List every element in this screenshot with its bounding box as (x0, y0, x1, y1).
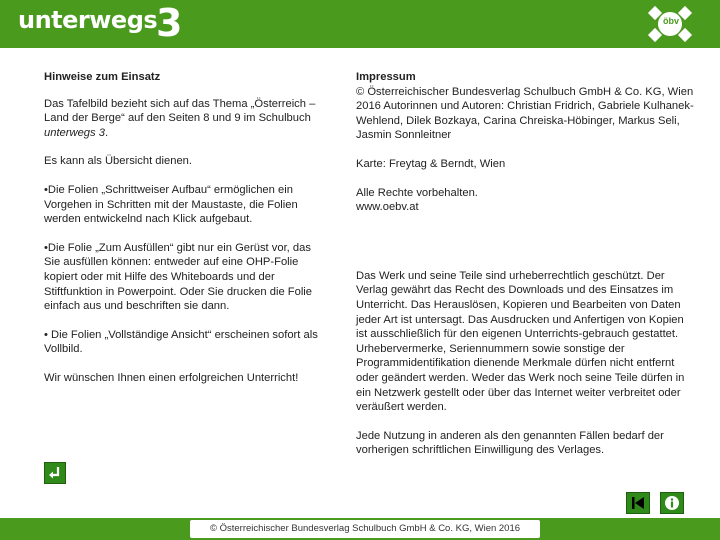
logo-text: öbv (663, 16, 680, 26)
book-title: unterwegs 3 (44, 126, 105, 139)
notes-p1-text: Das Tafelbild bezieht sich auf das Thema „Österreich – Land der Berge“ auf den Seiten 8 und 9 im Schulbuch (44, 97, 316, 125)
notes-paragraph-3: •Die Folien „Schrittweiser Aufbau“ ermöglichen ein Vorgehen in Schritten mit der Maustaste, die Folien werden entwickelnd nach Klick aufgebaut. (44, 183, 298, 226)
back-button[interactable] (44, 462, 66, 484)
footer-bar (0, 518, 720, 540)
impressum-block (356, 70, 696, 143)
notes-heading: Hinweise zum Einsatz (44, 71, 161, 83)
info-icon (664, 495, 680, 511)
brand-title: unterwegs (18, 6, 158, 34)
notes-paragraph-1 (44, 97, 326, 141)
return-arrow-icon (47, 465, 63, 481)
rights-text: Alle Rechte vorbehalten. (356, 186, 478, 199)
notes-p1-end: . (104, 126, 109, 139)
header-bar (0, 0, 720, 48)
rights-block (356, 186, 696, 215)
map-credit: Karte: Freytag & Berndt, Wien (356, 157, 506, 170)
publisher-url[interactable]: www.oebv.at (356, 201, 419, 214)
first-slide-button[interactable] (626, 492, 650, 514)
impressum (356, 70, 696, 472)
usage-text: Jede Nutzung in anderen als den genannten Fällen bedarf der vorherigen schriftlichen Einwilligung des Verlages. (356, 429, 664, 457)
usage-notes (44, 70, 326, 400)
volume-number: 3 (156, 1, 183, 45)
info-button[interactable] (660, 492, 684, 514)
notes-paragraph-6: Wir wünschen Ihnen einen erfolgreichen Unterricht! (44, 371, 299, 384)
footer-copyright: © Österreichischer Bundesverlag Schulbuch GmbH & Co. KG, Wien 2016 (190, 520, 540, 538)
impressum-heading: Impressum (356, 71, 416, 83)
notes-paragraph-4: •Die Folie „Zum Ausfüllen“ gibt nur ein Gerüst vor, das Sie ausfüllen können: entweder auf eine OHP-Folie kopiert oder mit Hilfe des Whiteboards und der Stiftfunktion in Powerpoint. Oder Sie drucken die Folie einfach aus und beschriften sie dann. (44, 241, 313, 313)
copyright-text: Das Werk und seine Teile sind urheberrechtlich geschützt. Der Verlag gewährt das Recht des Downloads und des Einsatzes im Unterricht. Das Herauslösen, Kopieren und Bearbeiten von Daten jeder Art ist untersagt. Das Ausdrucken und Anfertigen von Kopien ist ausschließlich für den eigenen Unterrichts-gebrauch gestattet. Urhebervermerke, Seriennummern sowie sonstige der Programmidentifikation dienende Merkmale dürfen nicht entfernt oder geändert werden. Weder das Werk noch seine Teile dürfen in ein Netzwerk gestellt oder über das Internet weiter verbreitet oder veräußert werden. (356, 269, 685, 414)
oebv-logo (646, 2, 694, 46)
notes-paragraph-2: Es kann als Übersicht dienen. (44, 155, 193, 168)
skip-back-icon (630, 495, 646, 511)
impressum-body: © Österreichischer Bundesverlag Schulbuch GmbH & Co. KG, Wien 2016 Autorinnen und Autoren: Christian Fridrich, Gabriele Kulhanek-Wehlend, Dilek Bozkaya, Carina Chreiska-Höbinger, Markus Seli, Jasmin Sonnleitner (356, 85, 694, 142)
notes-paragraph-5: • Die Folien „Vollständige Ansicht“ erscheinen sofort als Vollbild. (44, 328, 318, 356)
